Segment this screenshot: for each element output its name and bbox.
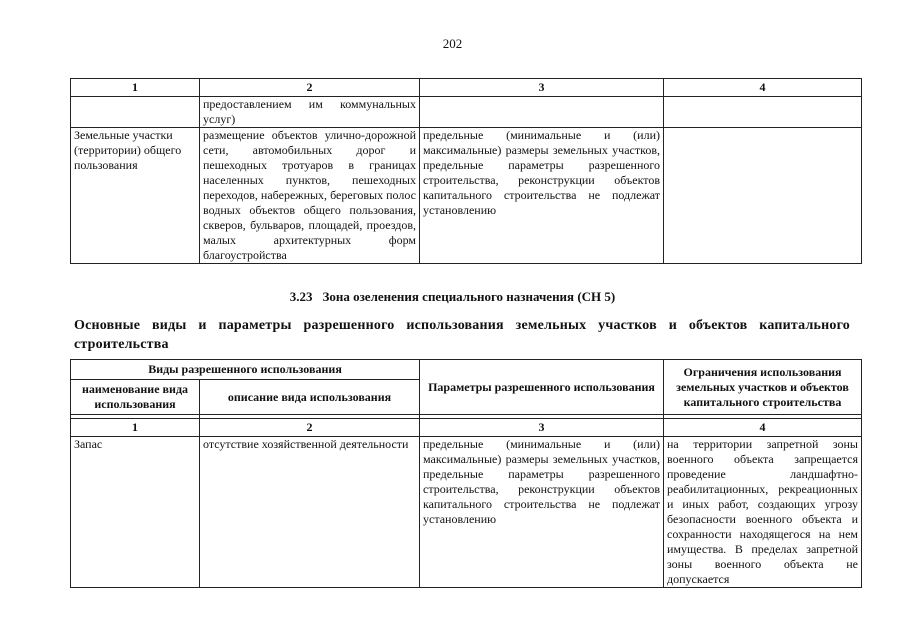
table-header-row — [71, 360, 862, 380]
table-row — [71, 97, 862, 128]
uses-group-header: Виды разрешенного использования — [71, 360, 420, 380]
use-name-cell — [71, 97, 200, 128]
use-name-cell: Запас — [71, 437, 200, 588]
use-name-cell: Земельные участки (территории) общего пользования — [71, 128, 200, 264]
use-parameters-cell: предельные (минимальные и (или) максимальные) размеры земельных участков, предельные параметры разрешенного строительства, реконструкции объектов капитального строительства не подлежат установлению — [420, 437, 664, 588]
page-number: 202 — [442, 36, 463, 51]
land-use-table-continued — [70, 78, 862, 264]
section-subtitle: Основные виды и параметры разрешенного использования земельных участков и объектов капитального строительства — [74, 318, 850, 352]
column-number: 1 — [71, 79, 200, 97]
use-parameters-cell — [420, 97, 664, 128]
use-description-header: описание вида использования — [200, 380, 420, 415]
restrictions-header: Ограничения использования земельных участков и объектов капитального строительства — [664, 360, 862, 415]
column-number-row — [71, 79, 862, 97]
use-name-header: наименование вида использования — [71, 380, 200, 415]
use-restrictions-cell: на территории запретной зоны военного объекта запрещается проведение ландшафтно-реабилитационных, рекреационных и иных работ, создающих угрозу безопасности военного объекта и сохранности находящегося на нем имущества. В пределах запретной зоны военного объекта не допускается — [664, 437, 862, 588]
column-number: 2 — [200, 419, 420, 437]
parameters-header: Параметры разрешенного использования — [420, 360, 664, 415]
table-row — [71, 437, 862, 588]
use-description-cell: размещение объектов улично-дорожной сети, автомобильных дорог и пешеходных тротуаров в границах населенных пунктов, пешеходных переходов, набережных, береговых полос водных объектов общего пользования, скверов, бульваров, площадей, проездов, малых архитектурных форм благоустройства — [200, 128, 420, 264]
use-parameters-cell: предельные (минимальные и (или) максимальные) размеры земельных участков, предельные параметры разрешенного строительства, реконструкции объектов капитального строительства не подлежат установлению — [420, 128, 664, 264]
column-number: 4 — [664, 419, 862, 437]
use-description-cell: отсутствие хозяйственной деятельности — [200, 437, 420, 588]
column-number: 3 — [420, 79, 664, 97]
use-restrictions-cell — [664, 97, 862, 128]
section-heading — [0, 289, 905, 305]
table-row — [71, 128, 862, 264]
column-number: 3 — [420, 419, 664, 437]
section-title: Зона озеленения специального назначения (СН 5) — [322, 289, 616, 304]
column-number: 2 — [200, 79, 420, 97]
use-description-cell: предоставлением им коммунальных услуг) — [200, 97, 420, 128]
column-number-row — [71, 419, 862, 437]
land-use-table — [70, 359, 862, 588]
section-number: 3.23 — [289, 289, 313, 304]
column-number: 1 — [71, 419, 200, 437]
use-restrictions-cell — [664, 128, 862, 264]
column-number: 4 — [664, 79, 862, 97]
